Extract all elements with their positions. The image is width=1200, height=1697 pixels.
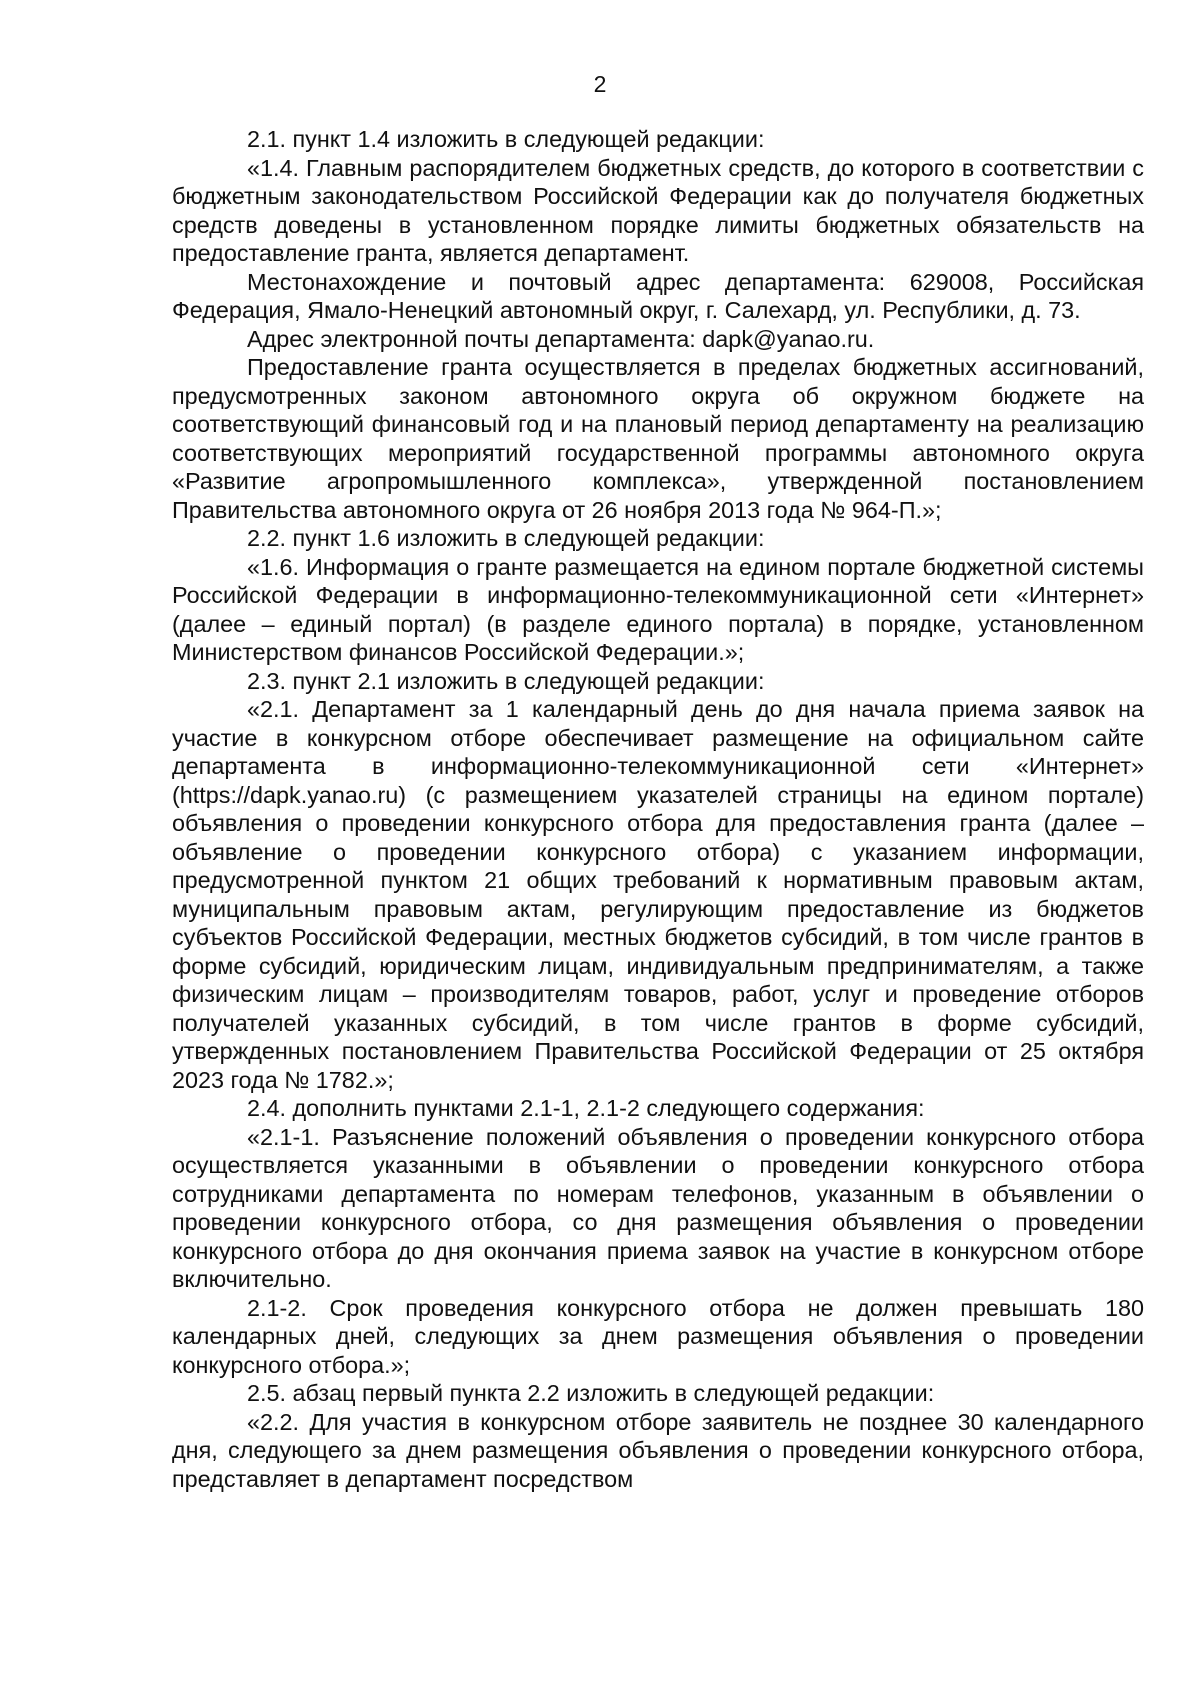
paragraph-1-4-text: «1.4. Главным распорядителем бюджетных средств, до которого в соответствии с бюджетным законодательством Российской Федерации как до получателя бюджетных средств доведены в установленном порядке лимиты бюджетных обязательств на предоставление гранта, является департамент. bbox=[172, 154, 1144, 266]
paragraph-2-2-text: «2.2. Для участия в конкурсном отборе заявитель не позднее 30 календарного дня, следующего за днем размещения объявления о проведении конкурсного отбора, представляет в департамент посредством bbox=[172, 1408, 1144, 1492]
document-body bbox=[172, 125, 1144, 1493]
paragraph-2-5-heading: 2.5. абзац первый пункта 2.2 изложить в следующей редакции: bbox=[247, 1380, 935, 1406]
paragraph-2-2-heading: 2.2. пункт 1.6 изложить в следующей редакции: bbox=[247, 525, 765, 551]
paragraph-2-4-heading: 2.4. дополнить пунктами 2.1-1, 2.1-2 следующего содержания: bbox=[247, 1095, 925, 1121]
paragraph-grant-funding: Предоставление гранта осуществляется в пределах бюджетных ассигнований, предусмотренных законом автономного округа об окружном бюджете на соответствующий финансовый год и на плановый период департаменту на реализацию соответствующих мероприятий государственной программы автономного округа «Развитие агропромышленного комплекса», утвержденной постановлением Правительства автономного округа от 26 ноября 2013 года № 964-П.»; bbox=[172, 354, 1144, 523]
paragraph-2-1-heading: 2.1. пункт 1.4 изложить в следующей редакции: bbox=[247, 126, 765, 152]
paragraph-email: Адрес электронной почты департамента: dapk@yanao.ru. bbox=[247, 325, 875, 352]
paragraph-2-1-2-text: 2.1-2. Срок проведения конкурсного отбора не должен превышать 180 календарных дней, следующих за днем размещения объявления о проведении конкурсного отбора.»; bbox=[172, 1294, 1144, 1378]
paragraph-1-6-text: «1.6. Информация о гранте размещается на едином портале бюджетной системы Российской Федерации в информационно-телекоммуникационной сети «Интернет» (далее – единый портал) (в разделе единого портала) в порядке, установленном Министерством финансов Российской Федерации.»; bbox=[172, 553, 1144, 665]
paragraph-2-3-heading: 2.3. пункт 2.1 изложить в следующей редакции: bbox=[247, 667, 765, 694]
paragraph-2-1-1-text: «2.1-1. Разъяснение положений объявления о проведении конкурсного отбора осуществляется указанными в объявлении о проведении конкурсного отбора сотрудниками департамента по номерам телефонов, указанным в объявлении о проведении конкурсного отбора, со дня размещения объявления о проведении конкурсного отбора до дня окончания приема заявок на участие в конкурсном отборе включительно. bbox=[172, 1123, 1144, 1292]
paragraph-2-1-text: «2.1. Департамент за 1 календарный день до дня начала приема заявок на участие в конкурсном отборе обеспечивает размещение на официальном сайте департамента в информационно-телекоммуникационной сети «Интернет» (https://dapk.yanao.ru) (с размещением указателей страницы на едином портале) объявления о проведении конкурсного отбора для предоставления гранта (далее – объявление о проведении конкурсного отбора) с указанием информации, предусмотренной пунктом 21 общих требований к нормативным правовым актам, муниципальным правовым актам, регулирующим предоставление из бюджетов субъектов Российской Федерации, местных бюджетов субсидий, в том числе грантов в форме субсидий, юридическим лицам, индивидуальным предпринимателям, а также физическим лицам – производителям товаров, работ, услуг и проведение отборов получателей указанных субсидий, в том числе грантов в форме субсидий, утвержденных постановлением Правительства Российской Федерации от 25 октября 2023 года № 1782.»; bbox=[172, 696, 1144, 1093]
paragraph-address: Местонахождение и почтовый адрес департамента: 629008, Российская Федерация, Ямало-Ненецкий автономный округ, г. Салехард, ул. Республики, д. 73. bbox=[172, 268, 1144, 323]
page-number: 2 bbox=[593, 71, 607, 97]
